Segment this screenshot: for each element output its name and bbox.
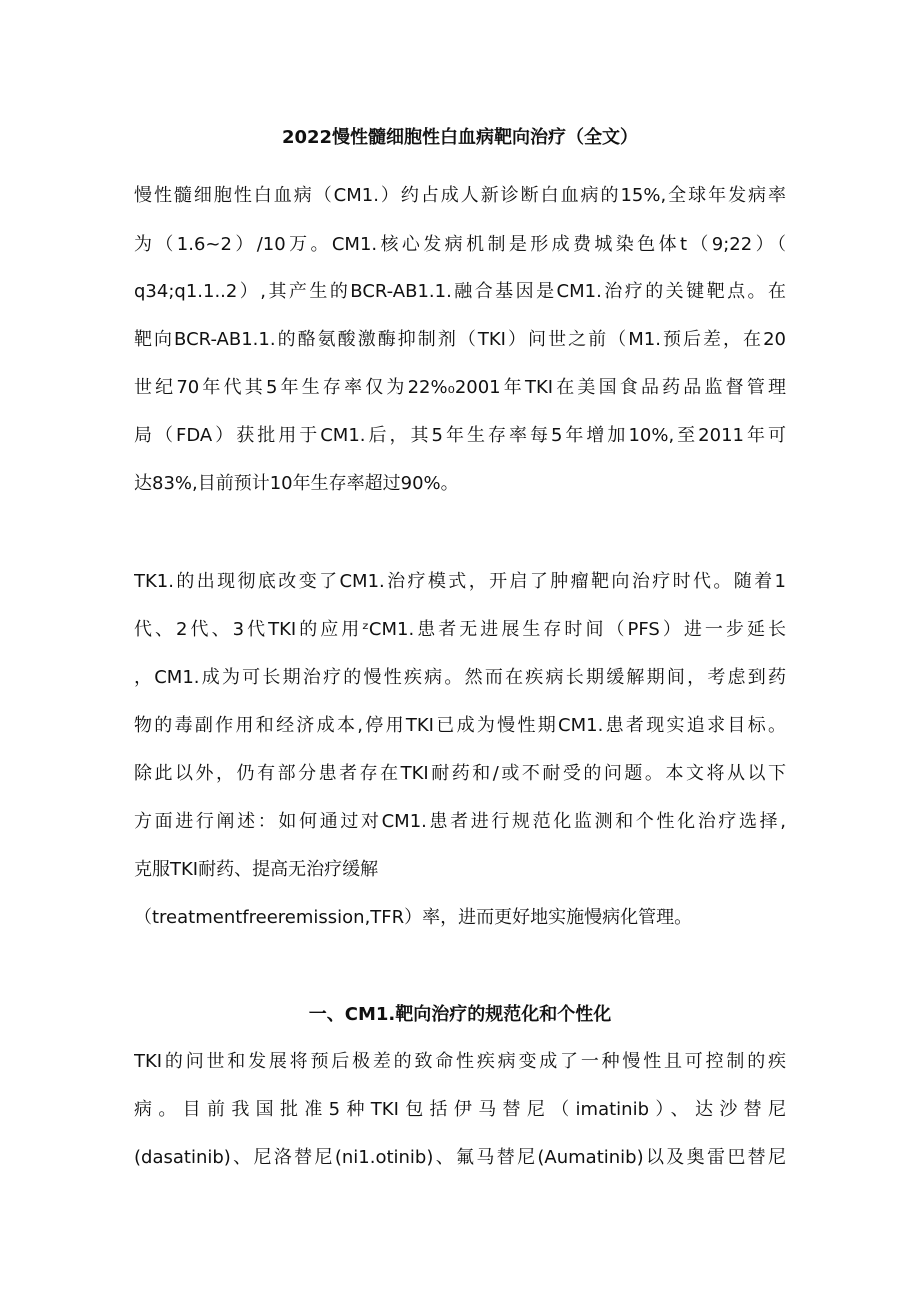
paragraph-line: 局（FDA）获批用于CM1.后，其5年生存率每5年增加10%,至2011年可 (134, 425, 786, 446)
paragraph-line: 达83%,目前预计10年生存率超过90%。 (134, 473, 459, 494)
paragraph-line: q34;q1.1..2）,其产生的BCR-AB1.1.融合基因是CM1.治疗的关键靶点。在 (134, 281, 786, 302)
paragraph-line: 为（1.6~2）/10万。CM1.核心发病机制是形成费城染色体t（9;22）（ (134, 234, 786, 255)
paragraph-line: 物的毒副作用和经济成本,停用TKI已成为慢性期CM1.患者现实追求目标。 (134, 715, 786, 736)
paragraph-line: 靶向BCR-AB1.1.的酪氨酸激酶抑制剂（TKI）问世之前（M1.预后差，在20 (134, 329, 786, 350)
paragraph-line: ，CM1.成为可长期治疗的慢性疾病。然而在疾病长期缓解期间，考虑到药 (134, 667, 786, 688)
paragraph-line: 病。目前我国批准5种TKI包括伊马替尼（imatinib）、达沙替尼 (134, 1099, 786, 1120)
paragraph-line: TK1.的出现彻底改变了CM1.治疗模式，开启了肿瘤靶向治疗时代。随着1 (134, 571, 786, 592)
section-heading: 一、CM1.靶向治疗的规范化和个性化 (308, 1004, 612, 1025)
paragraph-line: 代、2代、3代TKI的应用ᶻCM1.患者无进展生存时间（PFS）进一步延长 (134, 619, 786, 640)
paragraph-line: 世纪70年代其5年生存率仅为22%₀2001年TKI在美国食品药品监督管理 (134, 377, 786, 398)
paragraph-line: （treatmentfreeremission,TFR）率，进而更好地实施慢病化管理。 (134, 907, 693, 928)
paragraph-line: 除此以外，仍有部分患者存在TKI耐药和/或不耐受的问题。本文将从以下 (134, 763, 786, 784)
paragraph-line: TKI的问世和发展将预后极差的致命性疾病变成了一种慢性且可控制的疾 (134, 1051, 786, 1072)
document-title: 2022慢性髓细胞性白血病靶向治疗（全文） (281, 127, 639, 148)
paragraph-line: (dasatinib)、尼洛替尼(ni1.otinib)、氟马替尼(Aumatinib)以及奥雷巴替尼 (134, 1147, 786, 1168)
paragraph-line: 方面进行阐述：如何通过对CM1.患者进行规范化监测和个性化治疗选择, (134, 811, 786, 832)
paragraph-line: 慢性髓细胞性白血病（CM1.）约占成人新诊断白血病的15%,全球年发病率 (134, 185, 786, 206)
paragraph-line: 克服TKI耐药、提高无治疗缓解 (134, 859, 379, 880)
